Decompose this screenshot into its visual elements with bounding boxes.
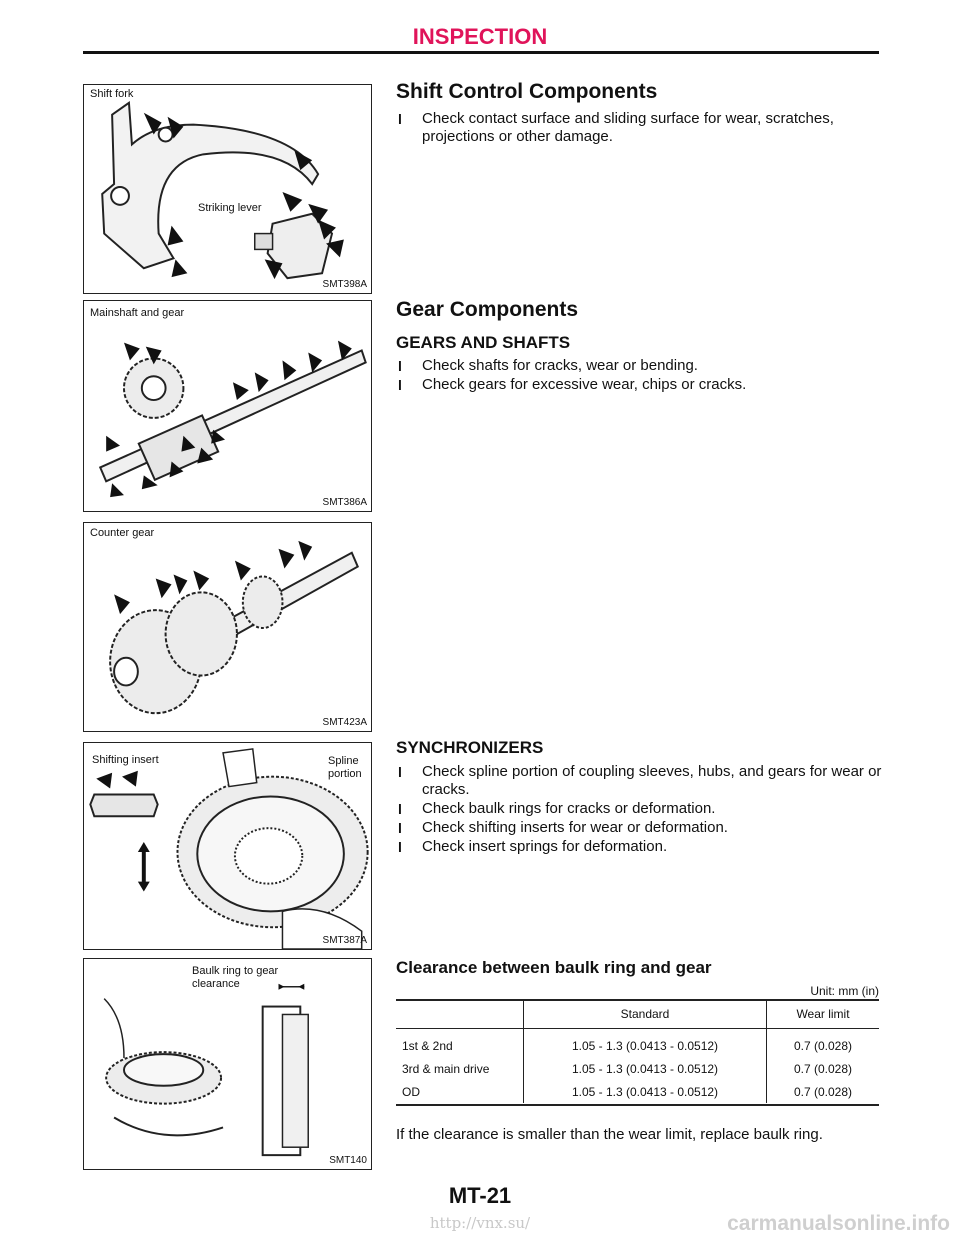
figure-label: Counter gear [90, 527, 155, 539]
figure-label: Striking lever [198, 202, 262, 214]
section-title-gear-components: Gear Components [396, 298, 579, 321]
figure-synchronizer [83, 742, 372, 950]
table-cell: 0.7 (0.028) [793, 1084, 853, 1099]
table-cell: 0.7 (0.028) [793, 1061, 853, 1076]
table-header-cell: Wear limit [767, 1000, 880, 1029]
bullet-item: l Check insert springs for deformation. [396, 838, 882, 856]
subsection-title-clearance: Clearance between baulk ring and gear [396, 958, 712, 977]
table-header-row [396, 1000, 879, 1029]
shift-bullets [396, 110, 882, 147]
clearance-table [396, 1000, 879, 1103]
shift-fork-illustration [84, 85, 371, 293]
figure-label: Shift fork [90, 88, 134, 100]
table-cell: 3rd & main drive [402, 1061, 490, 1076]
figure-counter-gear [83, 522, 372, 732]
table-row [396, 1057, 879, 1080]
figure-label: Mainshaft and gear [90, 307, 185, 319]
subsection-title-synchronizers: SYNCHRONIZERS [396, 738, 544, 757]
figure-code: SMT140 [329, 1155, 367, 1166]
bullet-item: l Check gears for excessive wear, chips or cracks. [396, 376, 882, 394]
figure-mainshaft [83, 300, 372, 512]
table-cell: 0.7 (0.028) [793, 1038, 853, 1053]
figure-code: SMT398A [322, 279, 367, 290]
watermark: carmanualsonline.info [727, 1212, 950, 1235]
table-cell: 1.05 - 1.3 (0.0413 - 0.0512) [524, 1029, 767, 1058]
subsection-title-gears-shafts: GEARS AND SHAFTS [396, 333, 571, 352]
page-header-title: INSPECTION [412, 24, 548, 49]
table-bottom-border [396, 1104, 879, 1106]
table-header-cell [396, 1000, 524, 1029]
page-number: MT-21 [448, 1183, 512, 1208]
figure-code: SMT423A [322, 717, 367, 728]
section-title-shift-control: Shift Control Components [396, 80, 658, 103]
table-cell: OD [402, 1084, 420, 1099]
bullet-item: l Check shifting inserts for wear or deformation. [396, 819, 882, 837]
figure-baulk-ring-clearance [83, 958, 372, 1170]
table-row [396, 1029, 879, 1058]
bullet-item: l Check spline portion of coupling sleeves, hubs, and gears for wear or cracks. [396, 763, 882, 799]
table-header-cell: Standard [524, 1000, 767, 1029]
figure-code: SMT386A [322, 497, 367, 508]
clearance-note: If the clearance is smaller than the wear limit, replace baulk ring. [396, 1126, 823, 1143]
figure-label: Baulk ring to gear clearance [192, 965, 279, 990]
figure-label: Shifting insert [92, 754, 159, 766]
source-link[interactable]: http://vnx.su/ [429, 1214, 531, 1232]
table-row [396, 1080, 879, 1103]
mainshaft-illustration [84, 301, 371, 511]
bullet-item: l Check contact surface and sliding surface for wear, scratches, projections or other damage. [396, 110, 882, 146]
figure-code: SMT387A [322, 935, 367, 946]
bullet-item: l Check baulk rings for cracks or deformation. [396, 800, 882, 818]
gears-shafts-bullets [396, 357, 882, 395]
figure-label: Spline portion [328, 755, 362, 780]
bullet-item: l Check shafts for cracks, wear or bending. [396, 357, 882, 375]
table-cell: 1st & 2nd [402, 1038, 453, 1053]
unit-label: Unit: mm (in) [810, 984, 879, 998]
synchronizer-bullets [396, 763, 882, 857]
counter-gear-illustration [84, 523, 371, 731]
header-rule [83, 51, 879, 54]
table-cell: 1.05 - 1.3 (0.0413 - 0.0512) [524, 1080, 767, 1103]
figure-shift-fork [83, 84, 372, 294]
table-cell: 1.05 - 1.3 (0.0413 - 0.0512) [524, 1057, 767, 1080]
